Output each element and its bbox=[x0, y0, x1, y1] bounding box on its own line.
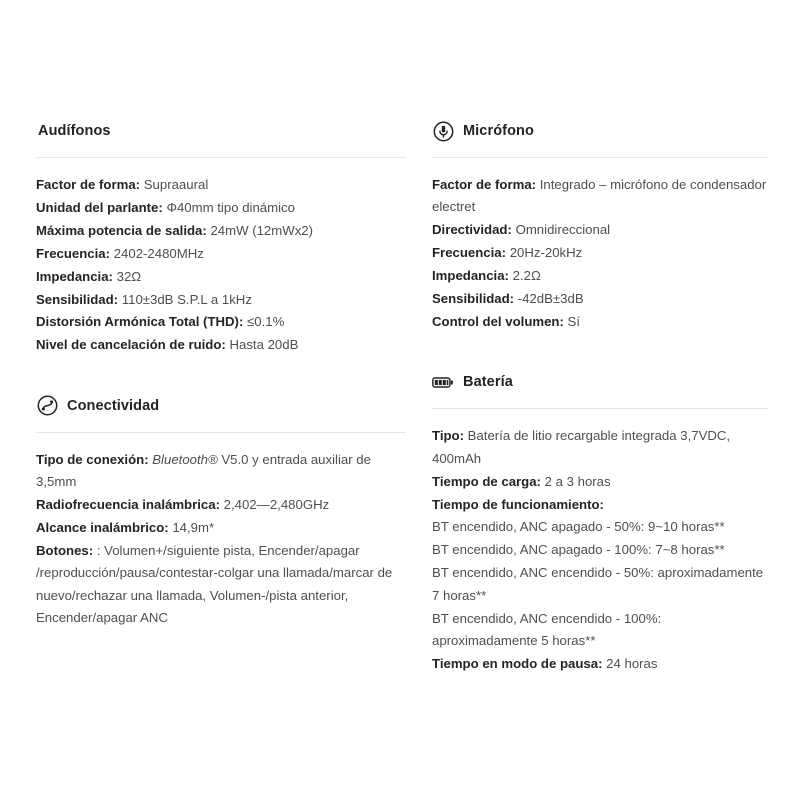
spec-value-italic: Bluetooth® bbox=[152, 451, 218, 467]
spec-row bbox=[36, 266, 406, 288]
spec-row bbox=[432, 471, 768, 493]
spec-value: 32Ω bbox=[116, 268, 142, 284]
left-column bbox=[36, 118, 406, 701]
spec-key: Nivel de cancelación de ruido: bbox=[36, 337, 226, 353]
section-divider-connectivity bbox=[36, 432, 406, 433]
spec-key: Directividad: bbox=[432, 222, 512, 238]
spec-row bbox=[36, 540, 406, 630]
spec-key: Factor de forma: bbox=[36, 177, 141, 192]
spec-row bbox=[432, 539, 768, 561]
spec-value: 2402-2480MHz bbox=[113, 245, 204, 261]
spec-row bbox=[36, 220, 406, 242]
section-divider-headphones bbox=[36, 157, 406, 158]
spec-value: 24 horas bbox=[606, 655, 658, 671]
spec-value: Batería de litio recargable integrada 3,7VDC, 400mAh bbox=[432, 428, 731, 466]
spec-value: BT encendido, ANC encendido - 100%: aproximadamente 5 horas** bbox=[432, 610, 662, 648]
spec-key: Control del volumen: bbox=[432, 313, 564, 329]
spec-row bbox=[36, 494, 406, 516]
section-microphone bbox=[432, 118, 768, 333]
spec-row bbox=[432, 653, 768, 675]
spec-value: Integrado – micrófono de condensador electret bbox=[432, 177, 767, 215]
spec-list-headphones bbox=[36, 174, 406, 357]
spec-key: Factor de forma: bbox=[432, 177, 537, 192]
spec-row bbox=[432, 425, 768, 470]
spec-value: BT encendido, ANC apagado - 50%: 9~10 horas** bbox=[432, 519, 725, 535]
spec-row bbox=[432, 562, 768, 607]
microphone-icon bbox=[432, 120, 454, 142]
spec-value: Hasta 20dB bbox=[229, 337, 299, 353]
section-connectivity bbox=[36, 393, 406, 630]
spec-list-microphone bbox=[432, 174, 768, 333]
spec-row bbox=[432, 311, 768, 333]
battery-icon bbox=[432, 371, 454, 393]
spec-list-battery bbox=[432, 425, 768, 675]
connection-icon bbox=[36, 395, 58, 417]
spec-row bbox=[36, 174, 406, 196]
section-header-headphones bbox=[36, 118, 406, 144]
spec-key: Frecuencia: bbox=[432, 245, 507, 261]
right-column bbox=[432, 118, 768, 701]
spec-key: Impedancia: bbox=[36, 268, 113, 284]
spec-key: Sensibilidad: bbox=[36, 291, 119, 307]
spec-key: Tiempo de funcionamiento: bbox=[432, 496, 604, 512]
spec-key: Distorsión Armónica Total (THD): bbox=[36, 314, 244, 330]
spec-key: Tipo: bbox=[432, 428, 464, 444]
spec-value: Omnidireccional bbox=[515, 222, 611, 238]
spec-value: ≤0.1% bbox=[247, 314, 285, 330]
spec-key: Impedancia: bbox=[432, 268, 509, 284]
section-title-microphone: Micrófono bbox=[463, 123, 534, 139]
spec-value: 110±3dB S.P.L a 1kHz bbox=[121, 291, 252, 307]
spec-key: Máxima potencia de salida: bbox=[36, 222, 207, 238]
spec-value: -42dB±3dB bbox=[517, 291, 584, 307]
spec-key: Tiempo de carga: bbox=[432, 473, 541, 489]
spec-key: Radiofrecuencia inalámbrica: bbox=[36, 497, 220, 513]
spec-value: 2 a 3 horas bbox=[544, 473, 611, 489]
spec-key: Tiempo en modo de pausa: bbox=[432, 655, 603, 671]
spec-key: Alcance inalámbrico: bbox=[36, 519, 169, 535]
spec-row bbox=[432, 288, 768, 310]
spec-row bbox=[432, 242, 768, 264]
section-battery bbox=[432, 369, 768, 675]
spec-row bbox=[36, 311, 406, 333]
spec-value: 2.2Ω bbox=[512, 268, 541, 284]
spec-grid bbox=[36, 118, 768, 701]
section-divider-battery bbox=[432, 408, 768, 409]
section-headphones bbox=[36, 118, 406, 357]
spec-key: Unidad del parlante: bbox=[36, 199, 163, 215]
spec-value: 2,402—2,480GHz bbox=[223, 497, 330, 513]
spec-key: Sensibilidad: bbox=[432, 291, 515, 307]
spec-row bbox=[432, 516, 768, 538]
spec-row bbox=[432, 219, 768, 241]
spec-value: V5.0 y entrada auxiliar de 3,5mm bbox=[36, 451, 371, 490]
section-title-headphones: Audífonos bbox=[38, 123, 111, 139]
section-title-battery: Batería bbox=[463, 374, 513, 391]
section-header-microphone bbox=[432, 118, 768, 144]
spec-row bbox=[36, 243, 406, 265]
spec-value: Sí bbox=[567, 313, 581, 329]
spec-row bbox=[432, 265, 768, 287]
section-header-connectivity bbox=[36, 393, 406, 419]
spec-key: Frecuencia: bbox=[36, 245, 111, 261]
spec-row bbox=[36, 449, 406, 494]
spec-value: 24mW (12mWx2) bbox=[210, 222, 314, 238]
section-title-connectivity: Conectividad bbox=[67, 397, 160, 414]
spec-row bbox=[432, 174, 768, 219]
spec-key: Botones: bbox=[36, 542, 94, 558]
spec-row bbox=[36, 334, 406, 356]
spec-value: Φ40mm tipo dinámico bbox=[166, 199, 295, 215]
spec-row bbox=[432, 494, 768, 516]
spec-value: : Volumen+/siguiente pista, Encender/apagar /reproducción/pausa/contestar-colgar una llamada/marcar de nuevo/rechazar una llamada, Volumen-/pista anterior, Encender/apagar ANC bbox=[36, 542, 393, 626]
spec-row bbox=[36, 197, 406, 219]
spec-value: 20Hz-20kHz bbox=[509, 245, 583, 261]
spec-value: Supraaural bbox=[143, 177, 209, 192]
spec-value: BT encendido, ANC encendido - 50%: aproximadamente 7 horas** bbox=[432, 565, 764, 603]
spec-row bbox=[36, 289, 406, 311]
section-divider-microphone bbox=[432, 157, 768, 158]
section-header-battery bbox=[432, 369, 768, 395]
spec-key: Tipo de conexión: bbox=[36, 451, 149, 467]
spec-row bbox=[432, 608, 768, 653]
spec-row bbox=[36, 517, 406, 539]
spec-list-connectivity bbox=[36, 449, 406, 630]
spec-value: BT encendido, ANC apagado - 100%: 7~8 horas** bbox=[432, 542, 725, 558]
spec-value: 14,9m* bbox=[172, 519, 215, 535]
